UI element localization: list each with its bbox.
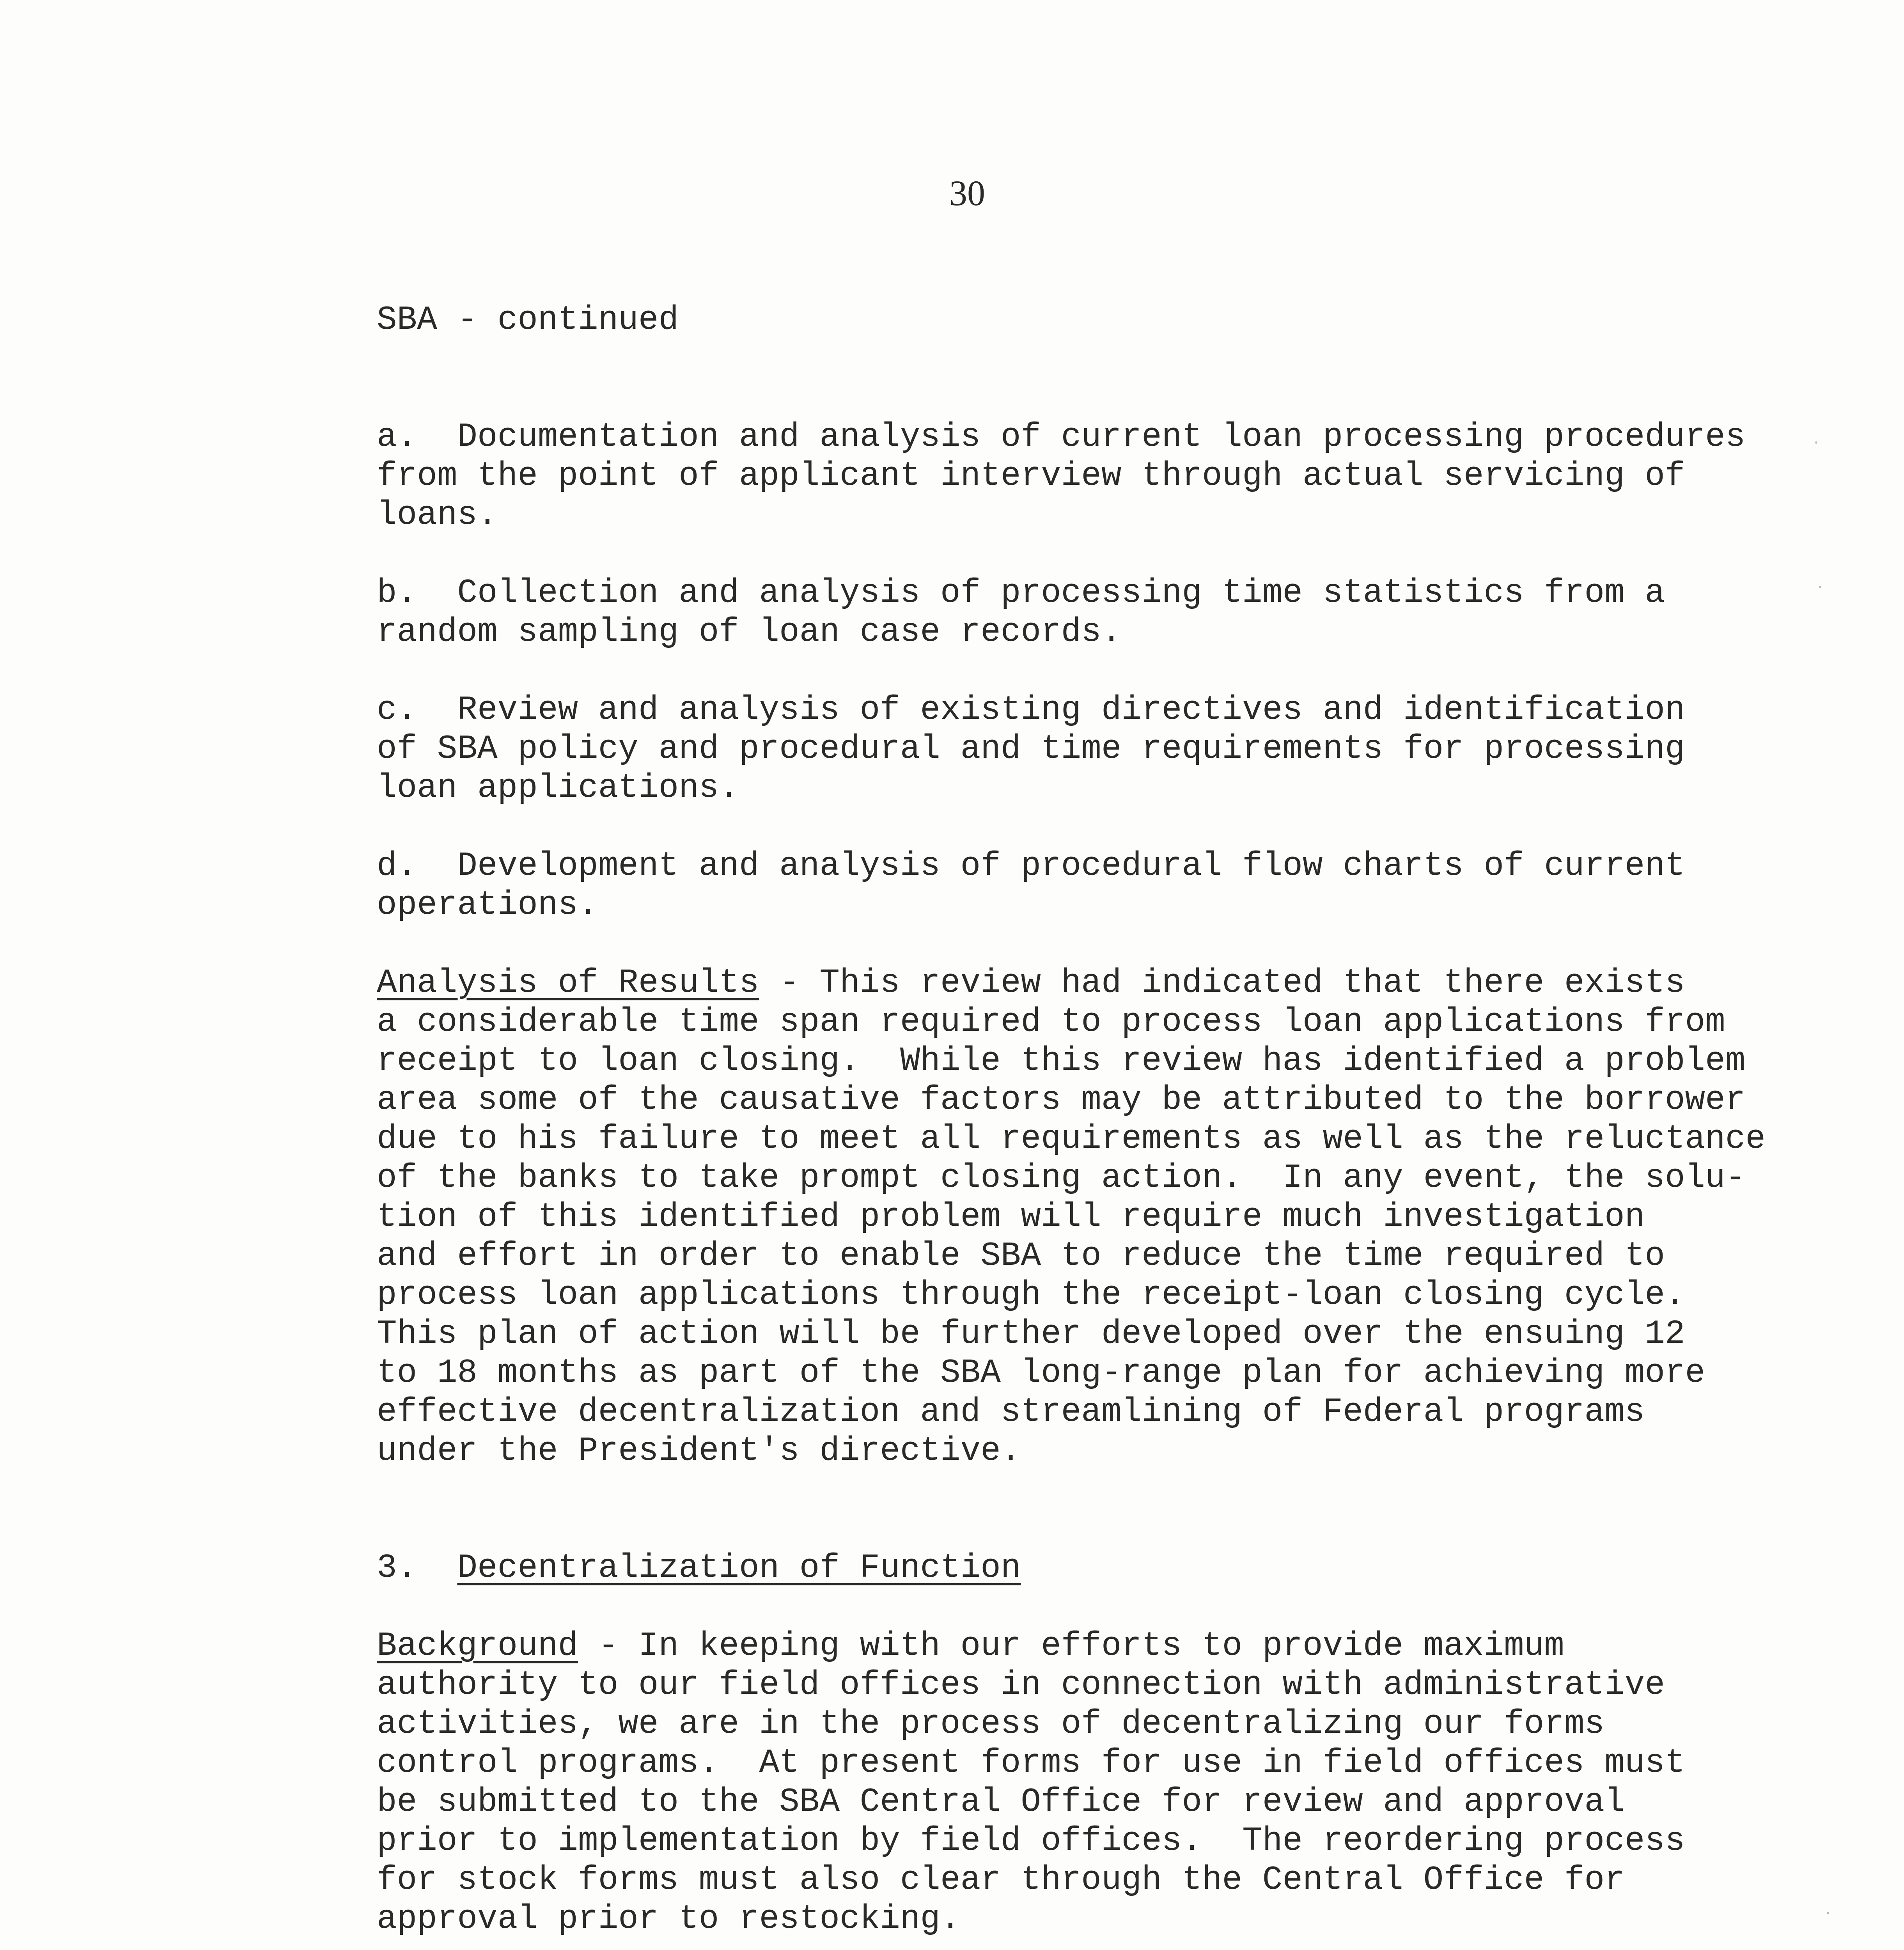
background-line: control programs. At present forms for use in field offices must bbox=[377, 1744, 1685, 1782]
background-heading: Background bbox=[377, 1627, 578, 1665]
analysis-line: This plan of action will be further developed over the ensuing 12 bbox=[377, 1315, 1685, 1353]
analysis-line: area some of the causative factors may be attributed to the borrower bbox=[377, 1081, 1746, 1119]
analysis-first-line bbox=[377, 963, 1685, 1002]
analysis-line: of the banks to take prompt closing action. In any event, the solu- bbox=[377, 1159, 1746, 1197]
list-item-line: b. Collection and analysis of processing time statistics from a bbox=[377, 574, 1665, 612]
background-line: prior to implementation by field offices. The reordering process bbox=[377, 1822, 1685, 1860]
background-line: approval prior to restocking. bbox=[377, 1900, 961, 1938]
analysis-line: receipt to loan closing. While this review has identified a problem bbox=[377, 1042, 1746, 1080]
background-line: be submitted to the SBA Central Office for review and approval bbox=[377, 1783, 1625, 1821]
analysis-line: a considerable time span required to process loan applications from bbox=[377, 1003, 1725, 1041]
scan-speck: · bbox=[1814, 433, 1819, 453]
background-line: activities, we are in the process of decentralizing our forms bbox=[377, 1705, 1605, 1743]
list-item-line: c. Review and analysis of existing directives and identification bbox=[377, 691, 1685, 729]
analysis-line: process loan applications through the receipt-loan closing cycle. bbox=[377, 1276, 1685, 1314]
list-item-line: d. Development and analysis of procedural flow charts of current bbox=[377, 847, 1685, 885]
analysis-line: tion of this identified problem will require much investigation bbox=[377, 1198, 1645, 1236]
scan-speck: · bbox=[1825, 1903, 1831, 1923]
background-line: for stock forms must also clear through the Central Office for bbox=[377, 1861, 1625, 1899]
list-item-line: loans. bbox=[377, 496, 498, 534]
section-3-title: Decentralization of Function bbox=[457, 1549, 1021, 1587]
list-item-line: operations. bbox=[377, 886, 598, 924]
list-item-line: loan applications. bbox=[377, 769, 739, 807]
background-line: authority to our field offices in connection with administrative bbox=[377, 1666, 1665, 1704]
analysis-line: under the President's directive. bbox=[377, 1432, 1021, 1470]
page-number: 30 bbox=[949, 173, 985, 213]
list-item-line: random sampling of loan case records. bbox=[377, 613, 1122, 651]
section-header: SBA - continued bbox=[377, 301, 679, 339]
list-item-line: from the point of applicant interview through actual servicing of bbox=[377, 457, 1685, 495]
scan-speck: · bbox=[1817, 577, 1823, 597]
background-first-line-text: - In keeping with our efforts to provide maximum bbox=[578, 1627, 1564, 1665]
background-first-line bbox=[377, 1626, 1564, 1665]
list-item-line: of SBA policy and procedural and time requirements for processing bbox=[377, 730, 1685, 768]
analysis-line: due to his failure to meet all requirements as well as the reluctance bbox=[377, 1120, 1766, 1158]
analysis-first-line-text: - This review had indicated that there exists bbox=[759, 964, 1685, 1002]
section-3-number: 3. bbox=[377, 1549, 417, 1587]
analysis-line: and effort in order to enable SBA to reduce the time required to bbox=[377, 1237, 1665, 1275]
section-3-heading bbox=[377, 1548, 1021, 1587]
analysis-heading: Analysis of Results bbox=[377, 964, 759, 1002]
analysis-line: effective decentralization and streamlining of Federal programs bbox=[377, 1393, 1645, 1431]
analysis-line: to 18 months as part of the SBA long-range plan for achieving more bbox=[377, 1354, 1705, 1392]
list-item-line: a. Documentation and analysis of current loan processing procedures bbox=[377, 418, 1746, 456]
